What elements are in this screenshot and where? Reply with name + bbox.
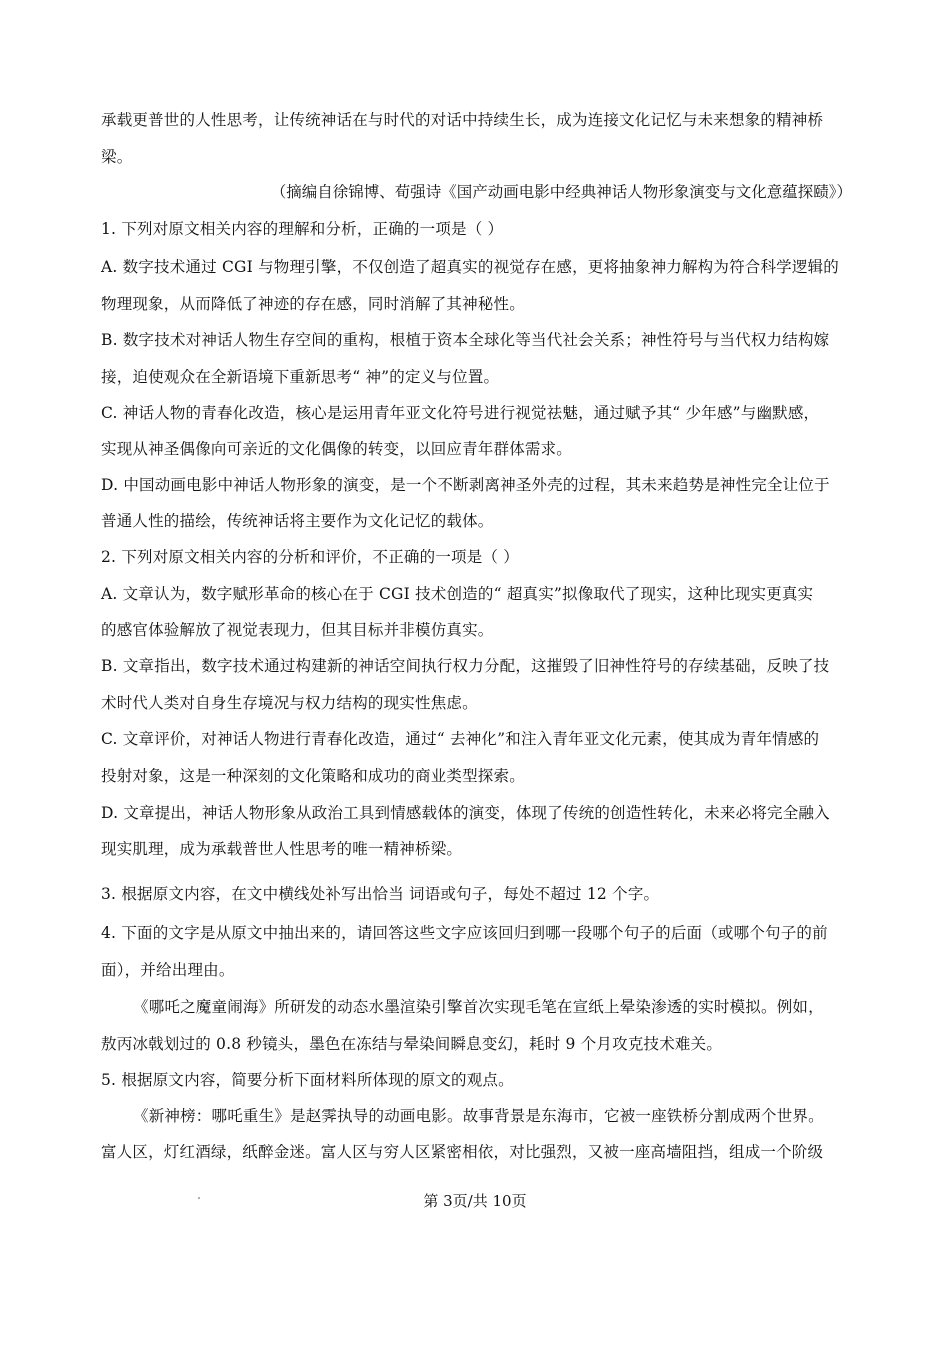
- intro-line-1: 承载更普世的人性思考，让传统神话在与时代的对话中持续生长，成为连接文化记忆与未来想象的精神桥: [101, 111, 824, 129]
- question-1-option-b-line-1: B. 数字技术对神话人物生存空间的重构，根植于资本全球化等当代社会关系；神性符号与当代权力结构嫁: [101, 331, 830, 349]
- question-4-stem-line-1: 4. 下面的文字是从原文中抽出来的，请回答这些文字应该回归到哪一段哪个句子的后面（或哪个句子的前: [101, 924, 828, 942]
- question-1-option-a-line-1: A. 数字技术通过 CGI 与物理引擎，不仅创造了超真实的视觉存在感，更将抽象神力解构为符合科学逻辑的: [101, 258, 839, 276]
- question-2-option-b-line-1: B. 文章指出，数字技术通过构建新的神话空间执行权力分配，这摧毁了旧神性符号的存续基础，反映了技: [101, 657, 830, 675]
- page-number-footer: 第 3页/共 10页: [423, 1192, 527, 1210]
- question-4-stem-line-2: 面），并给出理由。: [101, 961, 235, 979]
- question-2-stem: 2. 下列对原文相关内容的分析和评价，不正确的一项是（ ）: [101, 548, 519, 566]
- question-1-option-c-line-1: C. 神话人物的青春化改造，核心是运用青年亚文化符号进行视觉祛魅，通过赋予其“ 少年感”与幽默感，: [101, 404, 820, 422]
- source-citation: （摘编自徐锦博、荀强诗《国产动画电影中经典神话人物形象演变与文化意蕴探赜》）: [270, 183, 852, 201]
- question-2-option-c-line-2: 投射对象，这是一种深刻的文化策略和成功的商业类型探索。: [101, 767, 525, 785]
- question-1-option-d-line-2: 普通人性的描绘，传统神话将主要作为文化记忆的载体。: [101, 512, 494, 530]
- question-4-quote-line-2: 敖丙冰戟划过的 0.8 秒镜头，墨色在冻结与晕染间瞬息变幻，耗时 9 个月攻克技术难关。: [101, 1035, 723, 1053]
- intro-line-2: 梁。: [101, 148, 133, 166]
- question-2-option-d-line-1: D. 文章提出，神话人物形象从政治工具到情感载体的演变，体现了传统的创造性转化，未来必将完全融入: [101, 804, 830, 822]
- question-1-option-d-line-1: D. 中国动画电影中神话人物形象的演变，是一个不断剥离神圣外壳的过程，其未来趋势是神性完全让位于: [101, 476, 830, 494]
- question-2-option-a-line-1: A. 文章认为，数字赋形革命的核心在于 CGI 技术创造的“ 超真实”拟像取代了现实，这种比现实更真实: [101, 585, 814, 603]
- question-1-option-a-line-2: 物理现象，从而降低了神迹的存在感，同时消解了其神秘性。: [101, 295, 525, 313]
- question-5-material-line-2: 富人区，灯红酒绿，纸醉金迷。富人区与穷人区紧密相依，对比强烈，又被一座高墙阻挡，组成一个阶级: [101, 1143, 824, 1161]
- question-2-option-a-line-2: 的感官体验解放了视觉表现力，但其目标并非模仿真实。: [101, 621, 494, 639]
- question-1-option-b-line-2: 接，迫使观众在全新语境下重新思考“ 神”的定义与位置。: [101, 368, 500, 386]
- question-1-option-c-line-2: 实现从神圣偶像向可亲近的文化偶像的转变，以回应青年群体需求。: [101, 440, 573, 458]
- question-2-option-d-line-2: 现实肌理，成为承载普世人性思考的唯一精神桥梁。: [101, 840, 463, 858]
- question-2-option-c-line-1: C. 文章评价，对神话人物进行青春化改造，通过“ 去神化”和注入青年亚文化元素，使其成为青年情感的: [101, 730, 820, 748]
- question-4-quote-line-1: 《哪吒之魔童闹海》所研发的动态水墨渲染引擎首次实现毛笔在宣纸上晕染渗透的实时模拟。例如，: [133, 998, 824, 1016]
- question-5-stem: 5. 根据原文内容，简要分析下面材料所体现的原文的观点。: [101, 1071, 514, 1089]
- question-1-stem: 1. 下列对原文相关内容的理解和分析，正确的一项是（ ）: [101, 220, 504, 238]
- question-2-option-b-line-2: 术时代人类对自身生存境况与权力结构的现实性焦虑。: [101, 694, 478, 712]
- question-5-material-line-1: 《新神榜：哪吒重生》是赵霁执导的动画电影。故事背景是东海市，它被一座铁桥分割成两个世界。: [133, 1107, 824, 1125]
- question-3-stem: 3. 根据原文内容，在文中横线处补写出恰当 词语或句子，每处不超过 12 个字。: [101, 885, 660, 903]
